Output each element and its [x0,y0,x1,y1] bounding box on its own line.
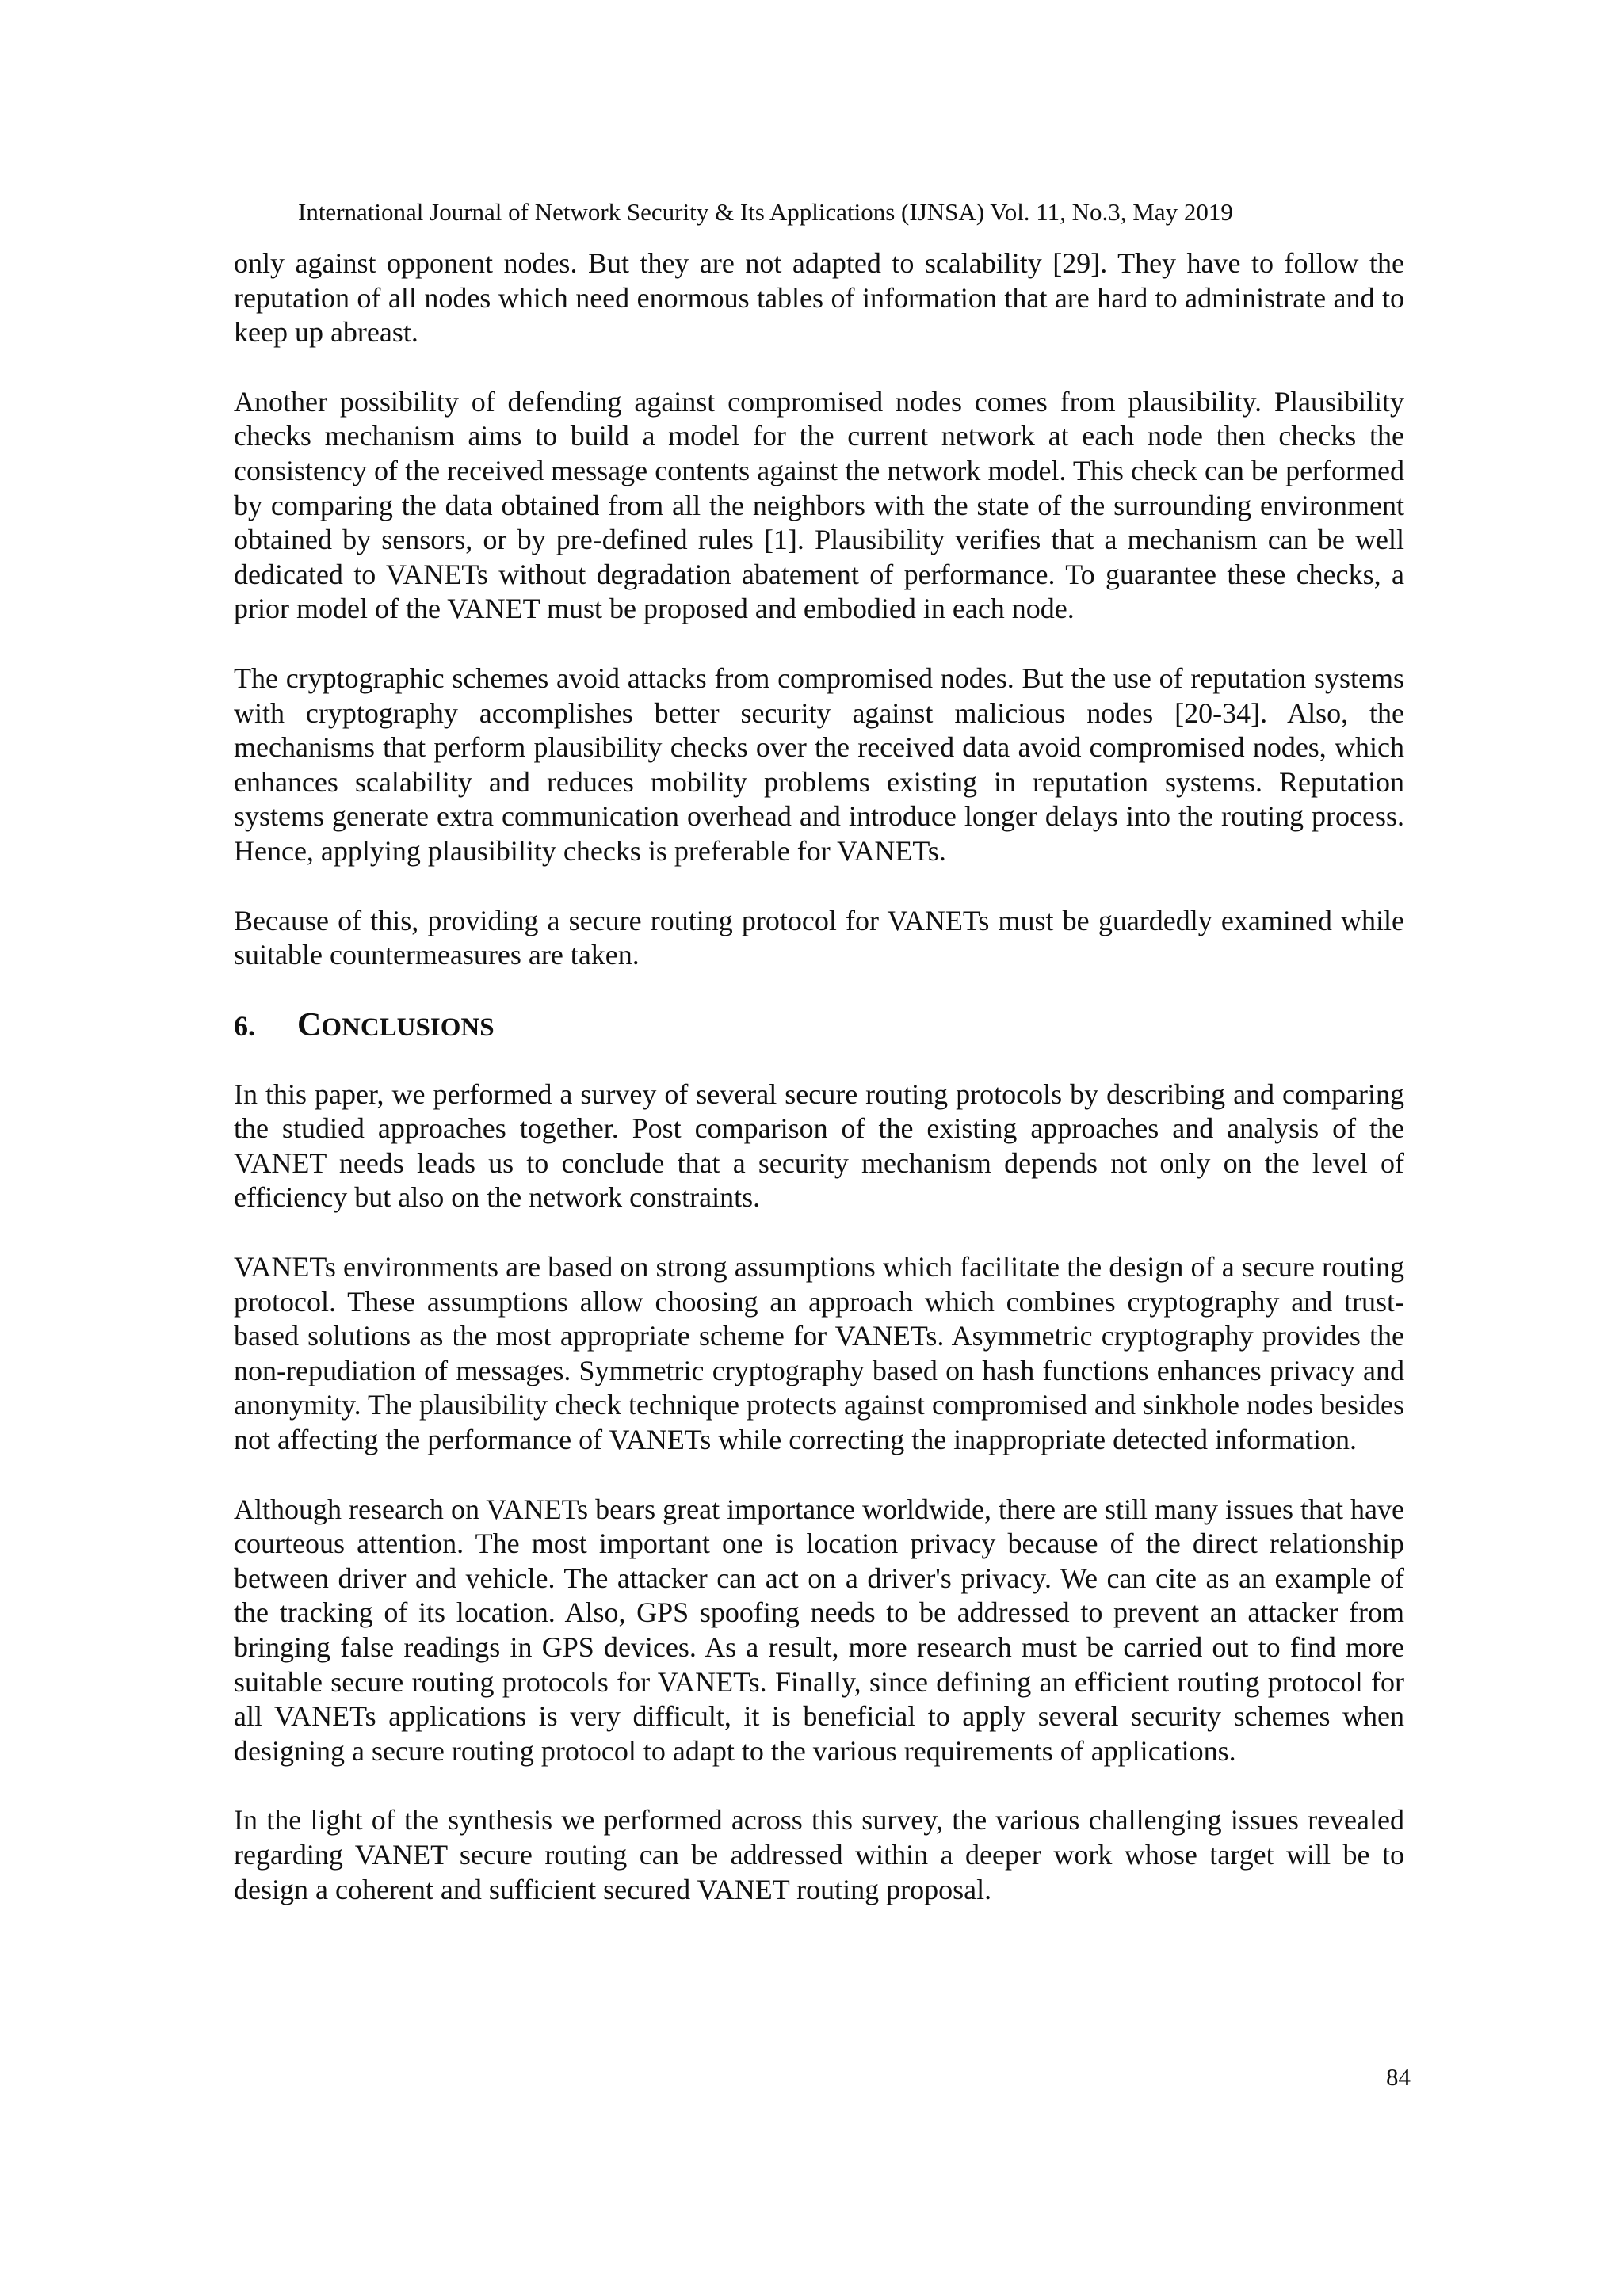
paragraph-cryptographic-schemes: The cryptographic schemes avoid attacks from compromised nodes. But the use of reputation systems with cryptography accomplishes better security against malicious nodes [20-34]. Also, the mechanisms that perform plausibility checks over the received data avoid compromised nodes, which enhances scalability and reduces mobility problems existing in reputation systems. Reputation systems generate extra communication overhead and introduce longer delays into the routing process. Hence, applying plausibility checks is preferable for VANETs. [234,662,1404,867]
paragraph-gap [234,1458,1404,1493]
paragraph-gap [234,1215,1404,1250]
paragraph-future-work: In the light of the synthesis we performed across this survey, the various challenging issues revealed regarding VANET secure routing can be addressed within a deeper work whose target will be to design a coherent and sufficient secured VANET routing proposal. [234,1804,1404,1905]
paragraph-gap [234,1043,1404,1077]
paragraph-survey-summary: In this paper, we performed a survey of several secure routing protocols by describing and comparing the studied approaches together. Post comparison of the existing approaches and analysis of the VANET needs leads us to conclude that a security mechanism depends not only on the level of efficiency but also on the network constraints. [234,1077,1404,1214]
section-number: 6. [234,1009,255,1042]
paragraph-gap [234,627,1404,662]
running-header: International Journal of Network Security & Its Applications (IJNSA) Vol. 11, No.3, May 2019 [298,198,1233,226]
section-title-initial: C [297,1006,322,1043]
paragraph-gap [234,869,1404,904]
paragraph-open-issues: Although research on VANETs bears great importance worldwide, there are still many issues that have courteous attention. The most important one is location privacy because of the direct relationship between driver and vehicle. The attacker can act on a driver's privacy. We can cite as an example of the tracking of its location. Also, GPS spoofing needs to be addressed to prevent an attacker from bringing false readings in GPS devices. As a result, more research must be carried out to find more suitable secure routing protocols for VANETs. Finally, since defining an efficient routing protocol for all VANETs applications is very difficult, it is beneficial to apply several security schemes when designing a secure routing protocol to adapt to the various requirements of applications. [234,1493,1404,1767]
paragraph-gap [234,350,1404,385]
paragraph-assumptions: VANETs environments are based on strong assumptions which facilitate the design of a secure routing protocol. These assumptions allow choosing an approach which combines cryptography and trust-based solutions as the most appropriate scheme for VANETs. Asymmetric cryptography provides the non-repudiation of messages. Symmetric cryptography based on hash functions enhances privacy and anonymity. The plausibility check technique protects against compromised and sinkhole nodes besides not affecting the performance of VANETs while correcting the inappropriate detected information. [234,1251,1404,1456]
section-heading-conclusions [234,1008,1404,1043]
paragraph-countermeasures: Because of this, providing a secure routing protocol for VANETs must be guardedly examined while suitable countermeasures are taken. [234,904,1404,971]
paragraph-gap [234,973,1404,1008]
page-body [234,246,1404,1907]
paragraph-reputation-scalability: only against opponent nodes. But they are not adapted to scalability [29]. They have to follow the reputation of all nodes which need enormous tables of information that are hard to administrate and to keep up abreast. [234,247,1404,349]
paragraph-gap [234,1768,1404,1803]
section-title-rest: ONCLUSIONS [321,1013,495,1042]
page-number: 84 [1386,2063,1411,2091]
paragraph-plausibility: Another possibility of defending against compromised nodes comes from plausibility. Plausibility checks mechanism aims to build a model for the current network at each node then checks the consistency of the received message contents against the network model. This check can be performed by comparing the data obtained from all the neighbors with the state of the surrounding environment obtained by sensors, or by pre-defined rules [1]. Plausibility verifies that a mechanism can be well dedicated to VANETs without degradation abatement of performance. To guarantee these checks, a prior model of the VANET must be proposed and embodied in each node. [234,385,1404,625]
